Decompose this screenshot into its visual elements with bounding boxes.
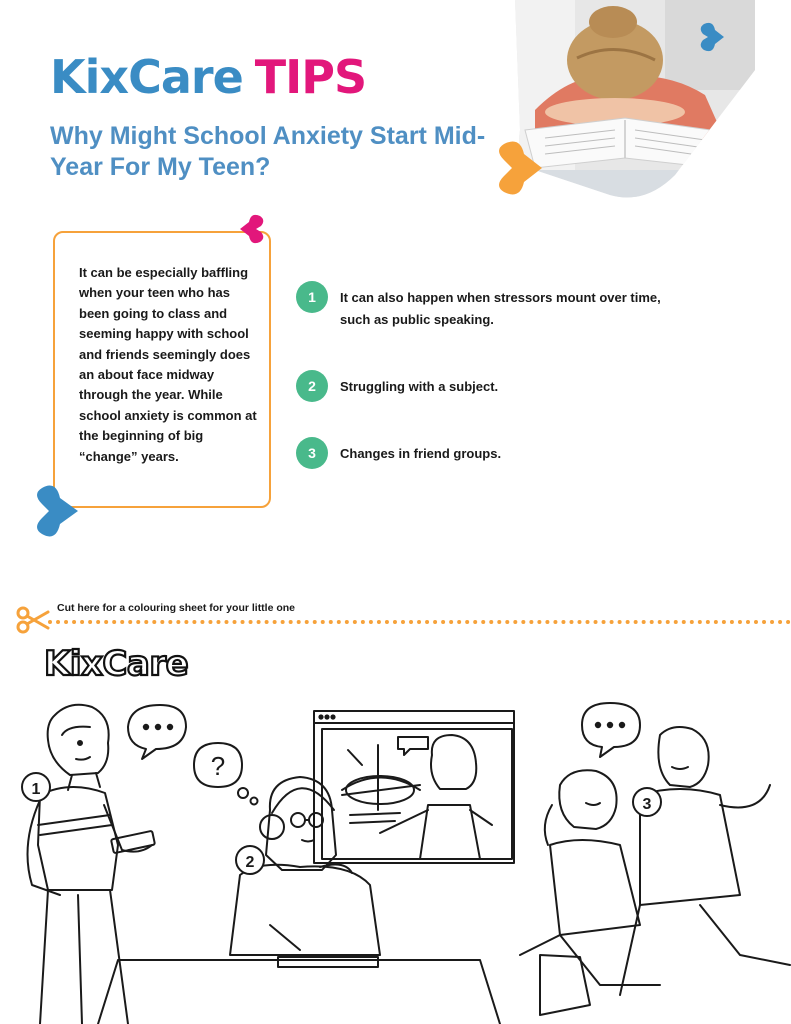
brand-name: KixCare <box>50 50 243 104</box>
intro-text: It can be especially baffling when your teen who has been going to class and seeming happy with school and friends seemingly does an about face midway through the year. While school anxiety is common at the beginning of big “change” years. <box>79 265 257 464</box>
cut-line <box>48 620 791 624</box>
heart-icon <box>498 140 544 196</box>
heart-icon <box>36 484 80 538</box>
scissors-icon <box>16 606 50 634</box>
tip-text: It can also happen when stressors mount over time, such as public speaking. <box>340 290 661 327</box>
marker-2: 2 <box>245 854 255 871</box>
heart-icon <box>700 22 726 52</box>
teen-standing-figure <box>28 705 155 1024</box>
marker-1: 1 <box>31 781 41 798</box>
tip-number-badge: 3 <box>296 437 328 469</box>
online-lesson-screen <box>314 711 514 863</box>
tip-item-3 <box>296 437 696 469</box>
friends-group-figure <box>520 727 790 1015</box>
marker-3: 3 <box>642 796 652 813</box>
colouring-illustration <box>0 695 791 1024</box>
tip-text: Struggling with a subject. <box>340 379 499 394</box>
colouring-logo: KixCare <box>44 644 189 684</box>
heart-icon <box>238 214 264 244</box>
page-title: Why Might School Anxiety Start Mid-Year For My Teen? <box>50 122 486 181</box>
kixcare-tips-logo <box>50 52 366 102</box>
tip-number-badge: 2 <box>296 370 328 402</box>
tip-text: Changes in friend groups. <box>340 446 502 461</box>
tips-label: TIPS <box>254 50 367 104</box>
tip-item-1 <box>296 281 696 331</box>
question-mark: ? <box>210 751 226 781</box>
tip-item-2 <box>296 370 696 402</box>
tip-number-badge: 1 <box>296 281 328 313</box>
cut-here-label: Cut here for a colouring sheet for your little one <box>57 602 296 614</box>
